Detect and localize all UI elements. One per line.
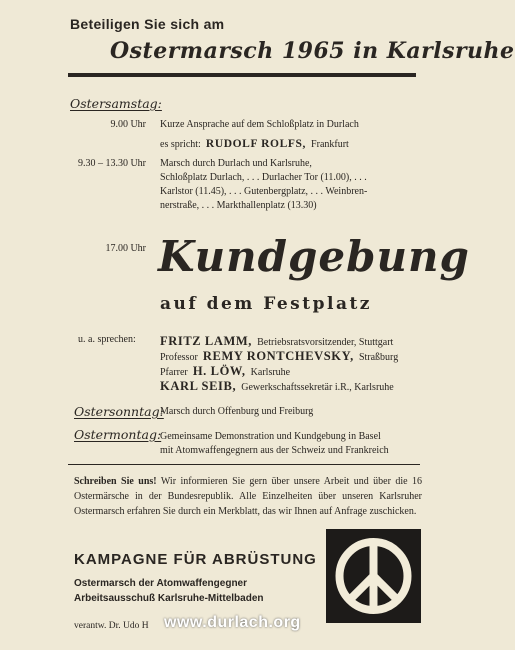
speaker-row-seib bbox=[160, 375, 394, 394]
info-text: Wir informieren Sie gern über unsere Arbeit und über die 16 Ostermärsche in der Bundesrepublik. Alle Einzelheiten über unseren Karlsruher Ostermarsch erfahren Sie durch ein Merkblatt, das wir Ihnen auf Anfrage zuschicken. bbox=[74, 476, 422, 517]
saturday-time-1: 9.00 Uhr bbox=[110, 119, 146, 130]
speaker-rontchevsky: REMY RONTCHEVSKY, bbox=[202, 349, 354, 363]
speaker-rolfs-city: Frankfurt bbox=[311, 139, 349, 150]
speaker-rontchevsky-role: Straßburg bbox=[358, 352, 399, 363]
march-route-line-2: Schloßplatz Durlach, . . . Durlacher Tor (11.00), . . . bbox=[160, 172, 367, 183]
speaker-loew-role: Karlsruhe bbox=[250, 367, 291, 378]
org-line-1: Ostermarsch der Atomwaffengegner bbox=[74, 578, 248, 589]
saturday-time-2: 9.30 – 13.30 Uhr bbox=[77, 158, 146, 169]
invite-line: Beteiligen Sie sich am bbox=[70, 16, 225, 32]
title-divider bbox=[68, 73, 416, 77]
poster-title: Ostermarsch 1965 in Karlsruhe bbox=[110, 38, 515, 64]
rally-time: 17.00 Uhr bbox=[105, 243, 146, 254]
sunday-label: Ostersonntag: bbox=[74, 404, 164, 419]
rally-headline: Kundgebung bbox=[158, 232, 470, 281]
speaker-lamm: FRITZ LAMM, bbox=[160, 334, 253, 348]
saturday-label: Ostersamstag: bbox=[70, 96, 162, 111]
org-line-2: Arbeitsausschuß Karlsruhe-Mittelbaden bbox=[74, 593, 264, 604]
campaign-name: KAMPAGNE FÜR ABRÜSTUNG bbox=[74, 551, 317, 568]
speaker-seib-role: Gewerkschaftssekretär i.R., Karlsruhe bbox=[241, 382, 394, 393]
responsible-line: verantw. Dr. Udo H bbox=[74, 621, 149, 631]
monday-line-1: Gemeinsame Demonstration und Kundgebung in Basel bbox=[160, 431, 381, 442]
speaker-lamm-role: Betriebsratsvorsitzender, Stuttgart bbox=[257, 337, 394, 348]
saturday-item-1-line1: Kurze Ansprache auf dem Schloßplatz in Durlach bbox=[160, 119, 359, 130]
watermark: www.durlach.org bbox=[164, 614, 301, 631]
speaker-rontchevsky-prefix: Professor bbox=[160, 352, 198, 363]
monday-label: Ostermontag: bbox=[74, 427, 162, 442]
march-route-line-1: Marsch durch Durlach und Karlsruhe, bbox=[160, 158, 312, 169]
rally-subline: auf dem Festplatz bbox=[160, 294, 372, 314]
saturday-item-1-speaker-line bbox=[160, 132, 349, 151]
peace-symbol-icon bbox=[326, 529, 421, 623]
speaker-loew: H. LÖW, bbox=[192, 364, 246, 378]
speaker-seib: KARL SEIB, bbox=[160, 379, 237, 393]
speaker-rolfs: RUDOLF ROLFS, bbox=[205, 138, 306, 150]
info-paragraph bbox=[74, 474, 422, 519]
speakers-label: u. a. sprechen: bbox=[78, 334, 136, 345]
march-route-line-3: Karlstor (11.45), . . . Gutenbergplatz, . . . Weinbren- bbox=[160, 186, 368, 197]
speaks-prefix: es spricht: bbox=[160, 139, 201, 150]
monday-line-2: mit Atomwaffengegnern aus der Schweiz und Frankreich bbox=[160, 445, 389, 456]
march-route-line-4: nerstraße, . . . Markthallenplatz (13.30) bbox=[160, 200, 317, 211]
speaker-loew-prefix: Pfarrer bbox=[160, 367, 188, 378]
info-divider bbox=[68, 464, 420, 465]
info-lead: Schreiben Sie uns! bbox=[74, 476, 157, 487]
sunday-text: Marsch durch Offenburg und Freiburg bbox=[160, 406, 314, 417]
